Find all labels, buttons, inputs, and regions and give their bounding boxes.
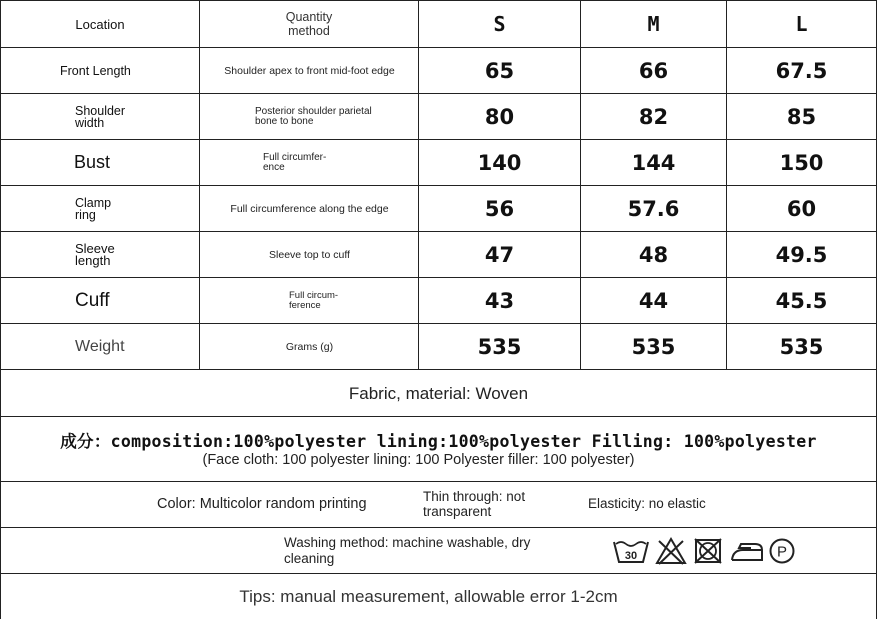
value-cell-m <box>580 324 726 369</box>
value-l: 60 <box>786 196 817 221</box>
location-label: ring <box>75 207 96 222</box>
method-label: Shoulder apex to front mid-foot edge <box>224 64 395 77</box>
location-label: Bust <box>74 152 111 172</box>
composition-row <box>0 416 877 481</box>
value-l: 49.5 <box>775 242 828 267</box>
value-s: 43 <box>484 288 515 313</box>
value-l: 150 <box>779 150 824 175</box>
location-cell <box>0 48 199 93</box>
location-label: Sleeve <box>75 240 115 256</box>
header-size-m <box>580 1 726 47</box>
value-s: 65 <box>484 58 515 83</box>
measurement-row <box>0 47 877 93</box>
location-cell <box>0 324 199 369</box>
value-cell-s <box>418 94 580 139</box>
method-label: bone to bone <box>255 115 314 127</box>
tips-row <box>0 573 877 619</box>
no-tumble-dry-icon <box>692 536 724 566</box>
method-label: Grams (g) <box>285 340 334 353</box>
value-cell-l <box>726 94 877 139</box>
dry-clean-p-icon <box>768 537 796 565</box>
value-m: 44 <box>638 288 669 313</box>
measurement-row <box>0 185 877 231</box>
measurement-row <box>0 139 877 185</box>
value-cell-l <box>726 48 877 93</box>
value-cell-m <box>580 48 726 93</box>
value-l: 67.5 <box>775 58 828 83</box>
value-s: 80 <box>484 104 515 129</box>
fabric-text: Fabric, material: Woven <box>348 384 529 403</box>
value-cell-s <box>418 186 580 231</box>
value-s: 56 <box>484 196 515 221</box>
no-bleach-icon <box>655 536 687 566</box>
header-method-line1: Quantity <box>285 10 333 24</box>
measurement-row <box>0 323 877 369</box>
header-method <box>199 1 418 47</box>
measurement-row <box>0 277 877 323</box>
location-label: Cuff <box>75 289 110 311</box>
location-cell <box>0 140 199 185</box>
method-label: ference <box>289 299 321 311</box>
method-cell <box>199 324 418 369</box>
location-label: length <box>75 252 111 268</box>
header-size-l <box>726 1 877 47</box>
value-m: 82 <box>638 104 669 129</box>
washing-text <box>284 535 530 567</box>
method-label: Full circumfer- <box>263 151 327 163</box>
method-cell <box>199 94 418 139</box>
header-size-l-label: L <box>795 12 808 36</box>
value-cell-l <box>726 232 877 277</box>
color-text: Color: Multicolor random printing <box>157 496 367 512</box>
method-cell <box>199 140 418 185</box>
header-location <box>0 1 199 47</box>
properties-row <box>0 481 877 527</box>
location-cell <box>0 232 199 277</box>
value-cell-m <box>580 140 726 185</box>
value-cell-s <box>418 232 580 277</box>
dry-clean-letter: P <box>776 543 788 561</box>
method-label: Sleeve top to cuff <box>269 248 350 261</box>
washing-line1: Washing method: machine washable, dry <box>284 535 531 550</box>
location-cell <box>0 278 199 323</box>
value-s: 140 <box>477 150 522 175</box>
method-label: Posterior shoulder parietal <box>255 105 372 117</box>
wash-temp-label: 30 <box>624 550 638 562</box>
value-m: 66 <box>638 58 669 83</box>
method-cell <box>199 278 418 323</box>
measurement-row <box>0 231 877 277</box>
value-cell-l <box>726 186 877 231</box>
washing-line2: cleaning <box>284 551 335 566</box>
value-s: 535 <box>477 334 522 359</box>
value-cell-s <box>418 324 580 369</box>
header-row <box>0 0 877 47</box>
value-cell-m <box>580 278 726 323</box>
thin-through-line2: transparent <box>423 504 492 519</box>
value-cell-l <box>726 278 877 323</box>
composition-line2: (Face cloth: 100 polyester lining: 100 Polyester filler: 100 polyester) <box>202 452 635 468</box>
location-cell <box>0 94 199 139</box>
header-method-line2: method <box>288 24 330 38</box>
value-cell-l <box>726 324 877 369</box>
composition-line1: 成分：composition:100%polyester lining:100%polyester Filling: 100%polyester <box>60 432 817 451</box>
value-cell-s <box>418 140 580 185</box>
value-m: 48 <box>638 242 669 267</box>
value-cell-l <box>726 140 877 185</box>
value-l: 45.5 <box>775 288 828 313</box>
location-cell <box>0 186 199 231</box>
measurement-row <box>0 93 877 139</box>
washing-row <box>0 527 877 573</box>
thin-through-text <box>423 489 525 519</box>
location-label: Clamp <box>75 195 112 210</box>
value-m: 144 <box>631 150 676 175</box>
value-m: 57.6 <box>627 196 680 221</box>
method-cell <box>199 232 418 277</box>
value-cell-s <box>418 278 580 323</box>
method-label: Full circumference along the edge <box>230 202 389 215</box>
value-s: 47 <box>484 242 515 267</box>
value-cell-m <box>580 232 726 277</box>
method-label: ence <box>263 161 285 173</box>
method-cell <box>199 186 418 231</box>
value-l: 85 <box>786 104 817 129</box>
location-label: Shoulder <box>75 103 126 118</box>
header-size-m-label: M <box>647 12 660 36</box>
value-m: 535 <box>631 334 676 359</box>
location-label: width <box>75 115 105 130</box>
location-label: Weight <box>75 337 125 355</box>
fabric-row <box>0 369 877 416</box>
wash-30-icon <box>612 536 650 566</box>
tips-text: Tips: manual measurement, allowable error 1-2cm <box>239 587 618 606</box>
value-cell-s <box>418 48 580 93</box>
header-size-s <box>418 1 580 47</box>
iron-icon <box>729 538 765 564</box>
elasticity-text: Elasticity: no elastic <box>588 496 706 511</box>
value-l: 535 <box>779 334 824 359</box>
value-cell-m <box>580 186 726 231</box>
value-cell-m <box>580 94 726 139</box>
thin-through-line1: Thin through: not <box>423 489 526 504</box>
location-label: Front Length <box>60 63 131 78</box>
method-label: Full circum- <box>289 289 339 301</box>
method-cell <box>199 48 418 93</box>
header-size-s-label: S <box>493 12 506 36</box>
header-location-label: Location <box>75 16 125 32</box>
